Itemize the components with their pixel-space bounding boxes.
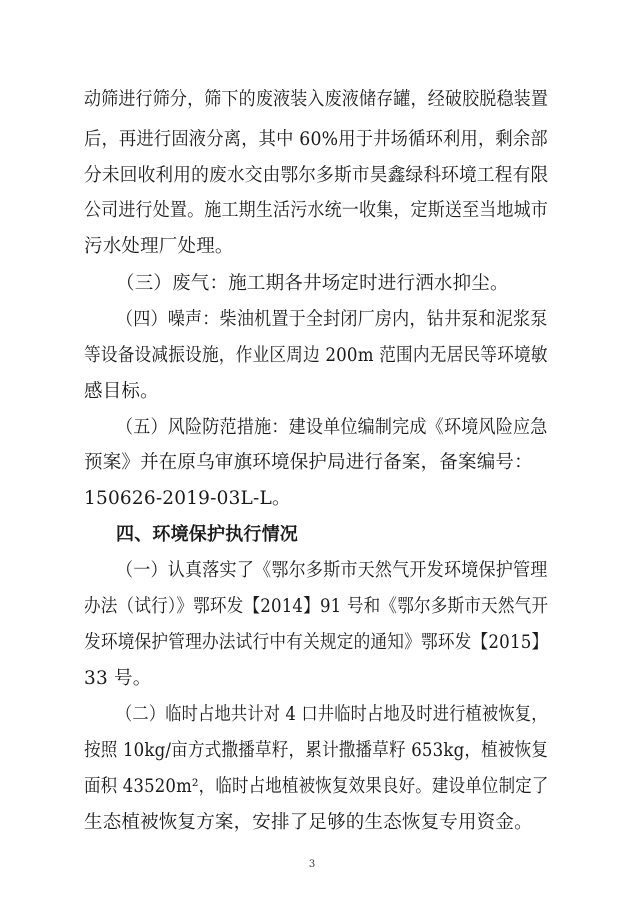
text-line: 污水处理厂处理。 <box>84 236 234 257</box>
page-number: 3 <box>308 859 316 870</box>
text-line: （四）噪声：柴油机置于全封闭厂房内，钻井泵和泥浆泵 <box>116 309 548 330</box>
text-line: 面积 43520m²，临时占地植被恢复效果良好。建设单位制定了 <box>84 776 549 797</box>
text-line: （一）认真落实了《鄂尔多斯市天然气开发环境保护管理 <box>116 560 548 581</box>
section-heading: 四、环境保护执行情况 <box>116 524 298 545</box>
text-line: 公司进行处置。施工期生活污水统一收集，定斯送至当地城市 <box>84 200 549 221</box>
text-line: 动筛进行筛分，筛下的废液装入废液储存罐，经破胶脱稳装置 <box>84 89 549 110</box>
text-line: 预案》并在原乌审旗环境保护局进行备案，备案编号： <box>84 452 533 473</box>
text-line: 发环境保护管理办法试行中有关规定的通知》鄂环发【2015】 <box>84 632 549 653</box>
text-line: 等设备设减振设施，作业区周边 200m 范围内无居民等环境敏 <box>84 345 548 366</box>
text-line: 33 号。 <box>84 668 152 689</box>
text-line: 按照 10kg/亩方式撒播草籽，累计撒播草籽 653kg，植被恢复 <box>84 740 549 761</box>
text-line: 后，再进行固液分离，其中 60%用于井场循环利用，剩余部 <box>84 129 548 150</box>
text-line: 150626-2019-03L-L。 <box>84 488 291 509</box>
text-line: 分未回收利用的废水交由鄂尔多斯市昊鑫绿科环境工程有限 <box>84 165 549 186</box>
text-line: 感目标。 <box>84 381 159 402</box>
text-line: 生态植被恢复方案，安排了足够的生态恢复专用资金。 <box>84 812 533 833</box>
text-line: （三）废气：施工期各井场定时进行洒水抑尘。 <box>116 273 509 294</box>
text-line: （五）风险防范措施：建设单位编制完成《环境风险应急 <box>116 417 548 438</box>
text-line: 办法（试行）》鄂环发【2014】91 号和《鄂尔多斯市天然气开 <box>84 596 549 617</box>
text-line: （二）临时占地共计对 4 口井临时占地及时进行植被恢复， <box>116 704 548 725</box>
